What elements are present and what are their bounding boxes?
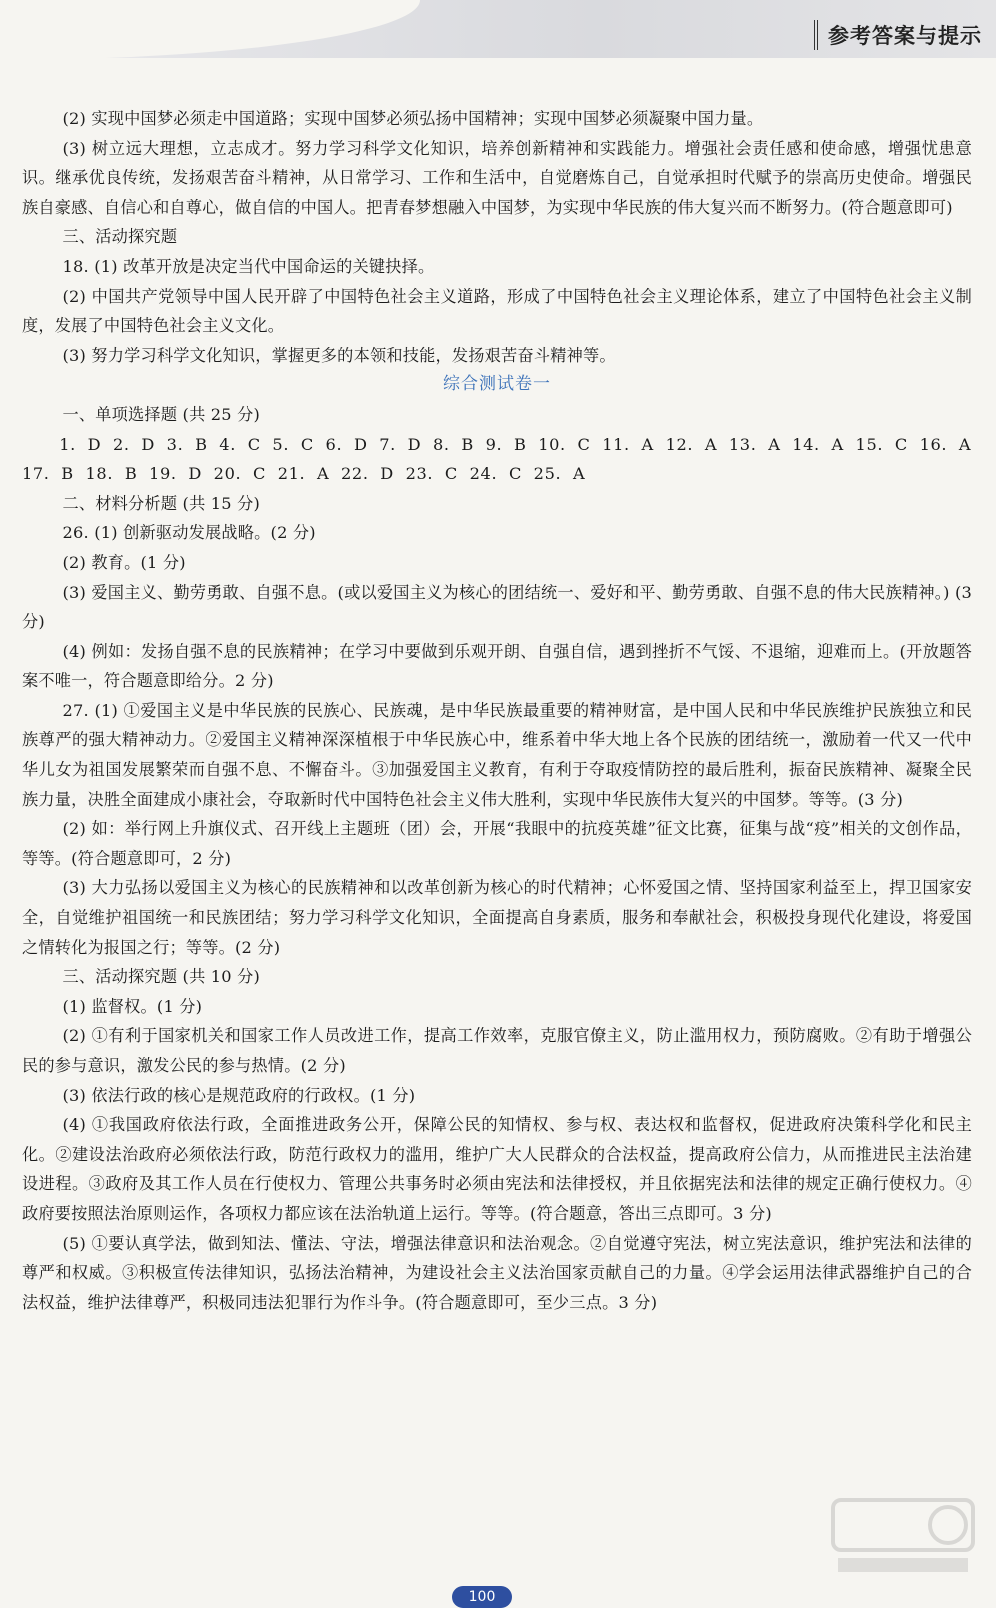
answer-paragraph: 27. (1) ①爱国主义是中华民族的民族心、民族魂，是中华民族最重要的精神财富，是中国人民和中华民族维护民族独立和民族尊严的强大精神动力。②爱国主义精神深深植根于中华民族心中，维系着中华大地上各个民族的团结统一，激励着一代又一代中华儿女为祖国发展繁荣而自强不息、不懈奋斗。③加强爱国主义教育，有利于夺取疫情防控的最后胜利，振奋民族精神、凝聚全民族力量，决胜全面建成小康社会，夺取新时代中国特色社会主义伟大胜利，实现中华民族伟大复兴的中国梦。等等。(3 分) (22, 700, 972, 809)
answer-paragraph: 一、单项选择题 (共 25 分) (62, 404, 261, 424)
answer-paragraph: 17. B 18. B 19. D 20. C 21. A 22. D 23. C 24. C 25. A (22, 464, 586, 484)
answer-paragraph: (2) ①有利于国家机关和国家工作人员改进工作，提高工作效率，克服官僚主义，防止滥用权力，预防腐败。②有助于增强公民的参与意识，激发公民的参与热情。(2 分) (22, 1026, 972, 1075)
watermark-logo (828, 1490, 978, 1580)
answer-paragraph: (2) 实现中国梦必须走中国道路；实现中国梦必须弘扬中国精神；实现中国梦必须凝聚中国力量。 (62, 109, 764, 128)
answer-paragraph: (3) 大力弘扬以爱国主义为核心的民族精神和以改革创新为核心的时代精神；心怀爱国之情、坚持国家利益至上，捍卫国家安全，自觉维护祖国统一和民族团结；努力学习科学文化知识，全面提高自身素质，服务和奉献社会，积极投身现代化建设，将爱国之情转化为报国之行；等等。(2 分) (22, 878, 972, 957)
answer-paragraph: 三、活动探究题 (共 10 分) (62, 967, 261, 987)
section-title: 综合测试卷一 (443, 374, 551, 395)
answer-paragraph: (3) 依法行政的核心是规范政府的行政权。(1 分) (62, 1085, 416, 1105)
answer-paragraph: 三、活动探究题 (62, 227, 178, 247)
answer-paragraph: (4) 例如：发扬自强不息的民族精神；在学习中要做到乐观开朗、自强自信，遇到挫折不气馁、不退缩，迎难而上。(开放题答案不唯一，符合题意即给分。2 分) (22, 641, 972, 691)
answer-content (22, 104, 972, 1317)
answer-paragraph: (4) ①我国政府依法行政，全面推进政务公开，保障公民的知情权、参与权、表达权和监督权，促进政府决策科学化和民主化。②建设法治政府必须依法行政，防范行政权力的滥用，维护广大人民群众的合法权益，提高政府公信力，从而推进民主法治建设进程。③政府及其工作人员在行使权力、管理公共事务时必须由宪法和法律授权，并且依据宪法和法律的规定正确行使权力。④政府要按照法治原则运作，各项权力都应该在法治轨道上运行。等等。(符合题意，答出三点即可。3 分) (22, 1115, 972, 1223)
answer-paragraph: 二、材料分析题 (共 15 分) (62, 493, 261, 513)
answer-paragraph: (5) ①要认真学法，做到知法、懂法、守法，增强法律意识和法治观念。②自觉遵守宪法，树立宪法意识，维护宪法和法律的尊严和权威。③积极宣传法律知识，弘扬法治精神，为建设社会主义法治国家贡献自己的力量。④学会运用法律武器维护自己的合法权益，维护法律尊严，积极同违法犯罪行为作斗争。(符合题意即可，至少三点。3 分) (22, 1233, 972, 1312)
answer-paragraph: 18. (1) 改革开放是决定当代中国命运的关键抉择。 (62, 256, 435, 276)
answer-paragraph: 1. D 2. D 3. B 4. C 5. C 6. D 7. D 8. B 9. B 10. C 11. A 12. A 13. A 14. A 15. C 16. A (59, 434, 972, 454)
page-number: 100 (452, 1586, 512, 1608)
answer-paragraph: (2) 如：举行网上升旗仪式、召开线上主题班（团）会，开展“我眼中的抗疫英雄”征文比赛，征集与战“疫”相关的文创作品，等等。(符合题意即可，2 分) (22, 819, 972, 868)
answer-paragraph: (3) 树立远大理想，立志成才。努力学习科学文化知识，培养创新精神和实践能力。增强社会责任感和使命感，增强忧患意识。继承优良传统，发扬艰苦奋斗精神，从日常学习、工作和生活中，自觉磨炼自己，自觉承担时代赋予的崇高历史使命。增强民族自豪感、自信心和自尊心，做自信的中国人。把青春梦想融入中国梦，为实现中华民族的伟大复兴而不断努力。(符合题意即可) (22, 138, 972, 217)
answer-paragraph: (2) 中国共产党领导中国人民开辟了中国特色社会主义道路，形成了中国特色社会主义理论体系，建立了中国特色社会主义制度，发展了中国特色社会主义文化。 (22, 286, 972, 336)
answer-paragraph: (3) 努力学习科学文化知识，掌握更多的本领和技能，发扬艰苦奋斗精神等。 (62, 345, 616, 365)
page-header-title: 参考答案与提示 (814, 20, 982, 50)
answer-paragraph: (2) 教育。(1 分) (62, 552, 186, 572)
answer-paragraph: (3) 爱国主义、勤劳勇敢、自强不息。(或以爱国主义为核心的团结统一、爱好和平、勤劳勇敢、自强不息的伟大民族精神。) (3 分) (22, 582, 972, 632)
answer-paragraph: 26. (1) 创新驱动发展战略。(2 分) (62, 523, 316, 543)
answer-paragraph: (1) 监督权。(1 分) (62, 996, 203, 1016)
